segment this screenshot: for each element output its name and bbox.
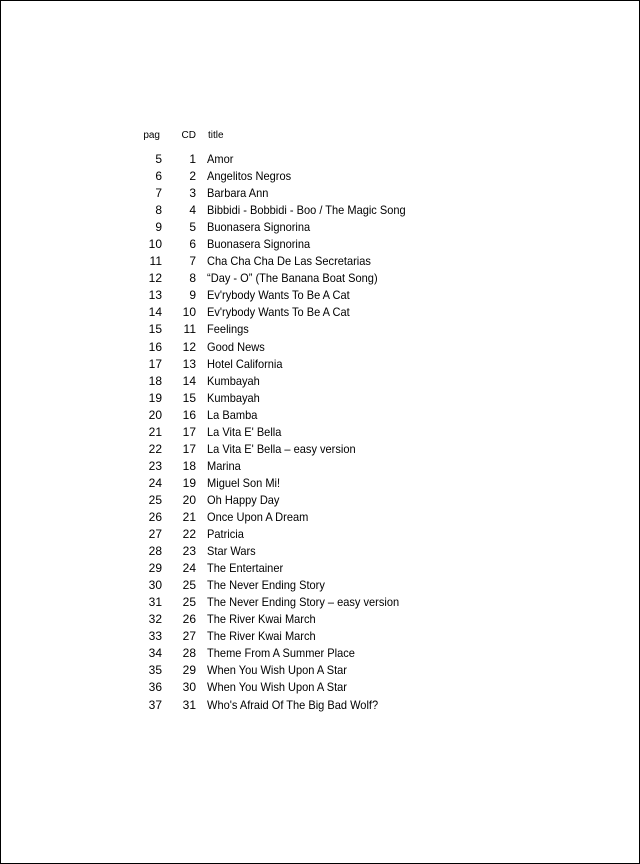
row-title: Good News xyxy=(207,339,265,354)
row-cd: 19 xyxy=(182,475,196,490)
table-row xyxy=(130,390,550,407)
table-row xyxy=(130,219,550,236)
row-title: When You Wish Upon A Star xyxy=(207,663,347,678)
row-pag: 34 xyxy=(148,646,162,661)
row-title: Barbara Ann xyxy=(207,186,269,201)
row-cd: 31 xyxy=(182,697,196,712)
table-row xyxy=(130,407,550,424)
row-cd: 17 xyxy=(182,424,196,439)
row-title: The Never Ending Story – easy version xyxy=(207,595,400,610)
row-cd: 23 xyxy=(182,544,196,559)
row-pag: 21 xyxy=(148,424,162,439)
row-pag: 10 xyxy=(148,237,162,252)
row-title: The River Kwai March xyxy=(207,612,316,627)
row-title: Amor xyxy=(207,152,234,166)
row-title: Ev'rybody Wants To Be A Cat xyxy=(207,288,350,303)
row-pag: 8 xyxy=(155,203,162,218)
table-row xyxy=(130,662,550,679)
table-row xyxy=(130,185,550,202)
row-title: Star Wars xyxy=(207,544,256,559)
table-row xyxy=(130,356,550,373)
table-row xyxy=(130,287,550,304)
table-row xyxy=(130,458,550,475)
table-row xyxy=(130,697,550,714)
table-row xyxy=(130,543,550,560)
row-title: “Day - O” (The Banana Boat Song) xyxy=(207,271,378,286)
row-pag: 25 xyxy=(148,492,162,507)
row-pag: 28 xyxy=(148,544,162,559)
table-row xyxy=(130,424,550,441)
row-cd: 24 xyxy=(182,561,196,576)
row-title: Marina xyxy=(207,458,241,473)
row-title: The Entertainer xyxy=(207,561,284,576)
table-row xyxy=(130,611,550,628)
table-row xyxy=(130,679,550,696)
row-cd: 25 xyxy=(182,578,196,593)
table-row xyxy=(130,492,550,509)
table-header xyxy=(130,127,550,144)
row-cd: 2 xyxy=(189,169,196,184)
table-row xyxy=(130,526,550,543)
row-pag: 20 xyxy=(148,407,162,422)
row-pag: 5 xyxy=(155,152,162,166)
row-pag: 26 xyxy=(148,509,162,524)
row-cd: 6 xyxy=(189,237,196,252)
table-row xyxy=(130,560,550,577)
row-title: Ev'rybody Wants To Be A Cat xyxy=(207,305,350,320)
row-pag: 19 xyxy=(148,390,162,405)
row-pag: 11 xyxy=(149,254,162,269)
table-row xyxy=(130,594,550,611)
row-cd: 29 xyxy=(182,663,196,678)
row-pag: 15 xyxy=(148,322,162,337)
row-title: Kumbayah xyxy=(207,373,260,388)
row-pag: 32 xyxy=(148,612,162,627)
row-title: Angelitos Negros xyxy=(207,169,292,184)
row-pag: 33 xyxy=(148,629,162,644)
row-cd: 21 xyxy=(182,509,196,524)
row-cd: 8 xyxy=(189,271,196,286)
table-row xyxy=(130,441,550,458)
row-cd: 13 xyxy=(182,356,196,371)
row-cd: 25 xyxy=(182,595,196,610)
row-pag: 24 xyxy=(148,475,162,490)
row-cd: 22 xyxy=(182,527,196,542)
row-title: Oh Happy Day xyxy=(207,492,280,507)
row-pag: 7 xyxy=(155,186,162,201)
row-cd: 28 xyxy=(182,646,196,661)
row-title: Patricia xyxy=(207,527,244,542)
row-pag: 9 xyxy=(155,220,162,235)
table-row xyxy=(130,304,550,321)
row-title: Buonasera Signorina xyxy=(207,220,311,235)
row-title: Cha Cha Cha De Las Secretarias xyxy=(207,254,371,269)
row-cd: 1 xyxy=(189,152,196,166)
row-title: Theme From A Summer Place xyxy=(207,646,355,661)
header-pag: pag xyxy=(143,130,160,141)
table-row xyxy=(130,236,550,253)
row-cd: 18 xyxy=(182,458,196,473)
row-cd: 26 xyxy=(182,612,196,627)
table-row xyxy=(130,151,550,168)
row-title: Feelings xyxy=(207,322,249,337)
row-cd: 17 xyxy=(182,441,196,456)
row-cd: 10 xyxy=(182,305,196,320)
table-row xyxy=(130,168,550,185)
row-cd: 11 xyxy=(183,322,196,337)
row-pag: 16 xyxy=(148,339,162,354)
row-cd: 14 xyxy=(182,373,196,388)
table-of-contents xyxy=(130,127,550,714)
row-pag: 17 xyxy=(148,356,162,371)
row-cd: 4 xyxy=(189,203,196,218)
row-pag: 6 xyxy=(155,169,162,184)
row-pag: 23 xyxy=(148,458,162,473)
row-cd: 30 xyxy=(182,680,196,695)
row-title: Hotel California xyxy=(207,356,283,371)
row-pag: 14 xyxy=(148,305,162,320)
row-cd: 15 xyxy=(182,390,196,405)
row-pag: 35 xyxy=(148,663,162,678)
row-title: La Vita E' Bella – easy version xyxy=(207,441,356,456)
row-title: Miguel Son Mi! xyxy=(207,475,281,490)
row-cd: 16 xyxy=(182,407,196,422)
row-pag: 37 xyxy=(148,697,162,712)
row-pag: 36 xyxy=(148,680,162,695)
table-row xyxy=(130,202,550,219)
header-cd: CD xyxy=(181,130,196,141)
table-row xyxy=(130,628,550,645)
table-row xyxy=(130,509,550,526)
table-body xyxy=(130,151,550,714)
header-title: title xyxy=(208,130,224,141)
row-title: The River Kwai March xyxy=(207,629,316,644)
row-title: The Never Ending Story xyxy=(207,578,325,593)
row-title: Buonasera Signorina xyxy=(207,237,311,252)
row-cd: 7 xyxy=(189,254,196,269)
row-pag: 29 xyxy=(148,561,162,576)
row-title: Once Upon A Dream xyxy=(207,509,309,524)
table-row xyxy=(130,577,550,594)
row-cd: 3 xyxy=(189,186,196,201)
row-title: Kumbayah xyxy=(207,390,260,405)
table-row xyxy=(130,475,550,492)
row-cd: 27 xyxy=(182,629,196,644)
row-pag: 31 xyxy=(148,595,162,610)
row-pag: 22 xyxy=(148,441,162,456)
row-pag: 12 xyxy=(148,271,162,286)
row-pag: 27 xyxy=(148,527,162,542)
row-pag: 13 xyxy=(148,288,162,303)
table-row xyxy=(130,270,550,287)
row-cd: 9 xyxy=(189,288,196,303)
row-cd: 20 xyxy=(182,492,196,507)
table-row xyxy=(130,321,550,338)
table-row xyxy=(130,373,550,390)
row-title: Who's Afraid Of The Big Bad Wolf? xyxy=(207,697,379,712)
row-cd: 12 xyxy=(182,339,196,354)
row-pag: 30 xyxy=(148,578,162,593)
row-pag: 18 xyxy=(148,373,162,388)
table-row xyxy=(130,253,550,270)
row-title: Bibbidi - Bobbidi - Boo / The Magic Song xyxy=(207,203,406,218)
row-title: La Bamba xyxy=(207,407,258,422)
row-title: La Vita E' Bella xyxy=(207,424,282,439)
row-cd: 5 xyxy=(189,220,196,235)
table-row xyxy=(130,339,550,356)
row-title: When You Wish Upon A Star xyxy=(207,680,347,695)
table-row xyxy=(130,645,550,662)
